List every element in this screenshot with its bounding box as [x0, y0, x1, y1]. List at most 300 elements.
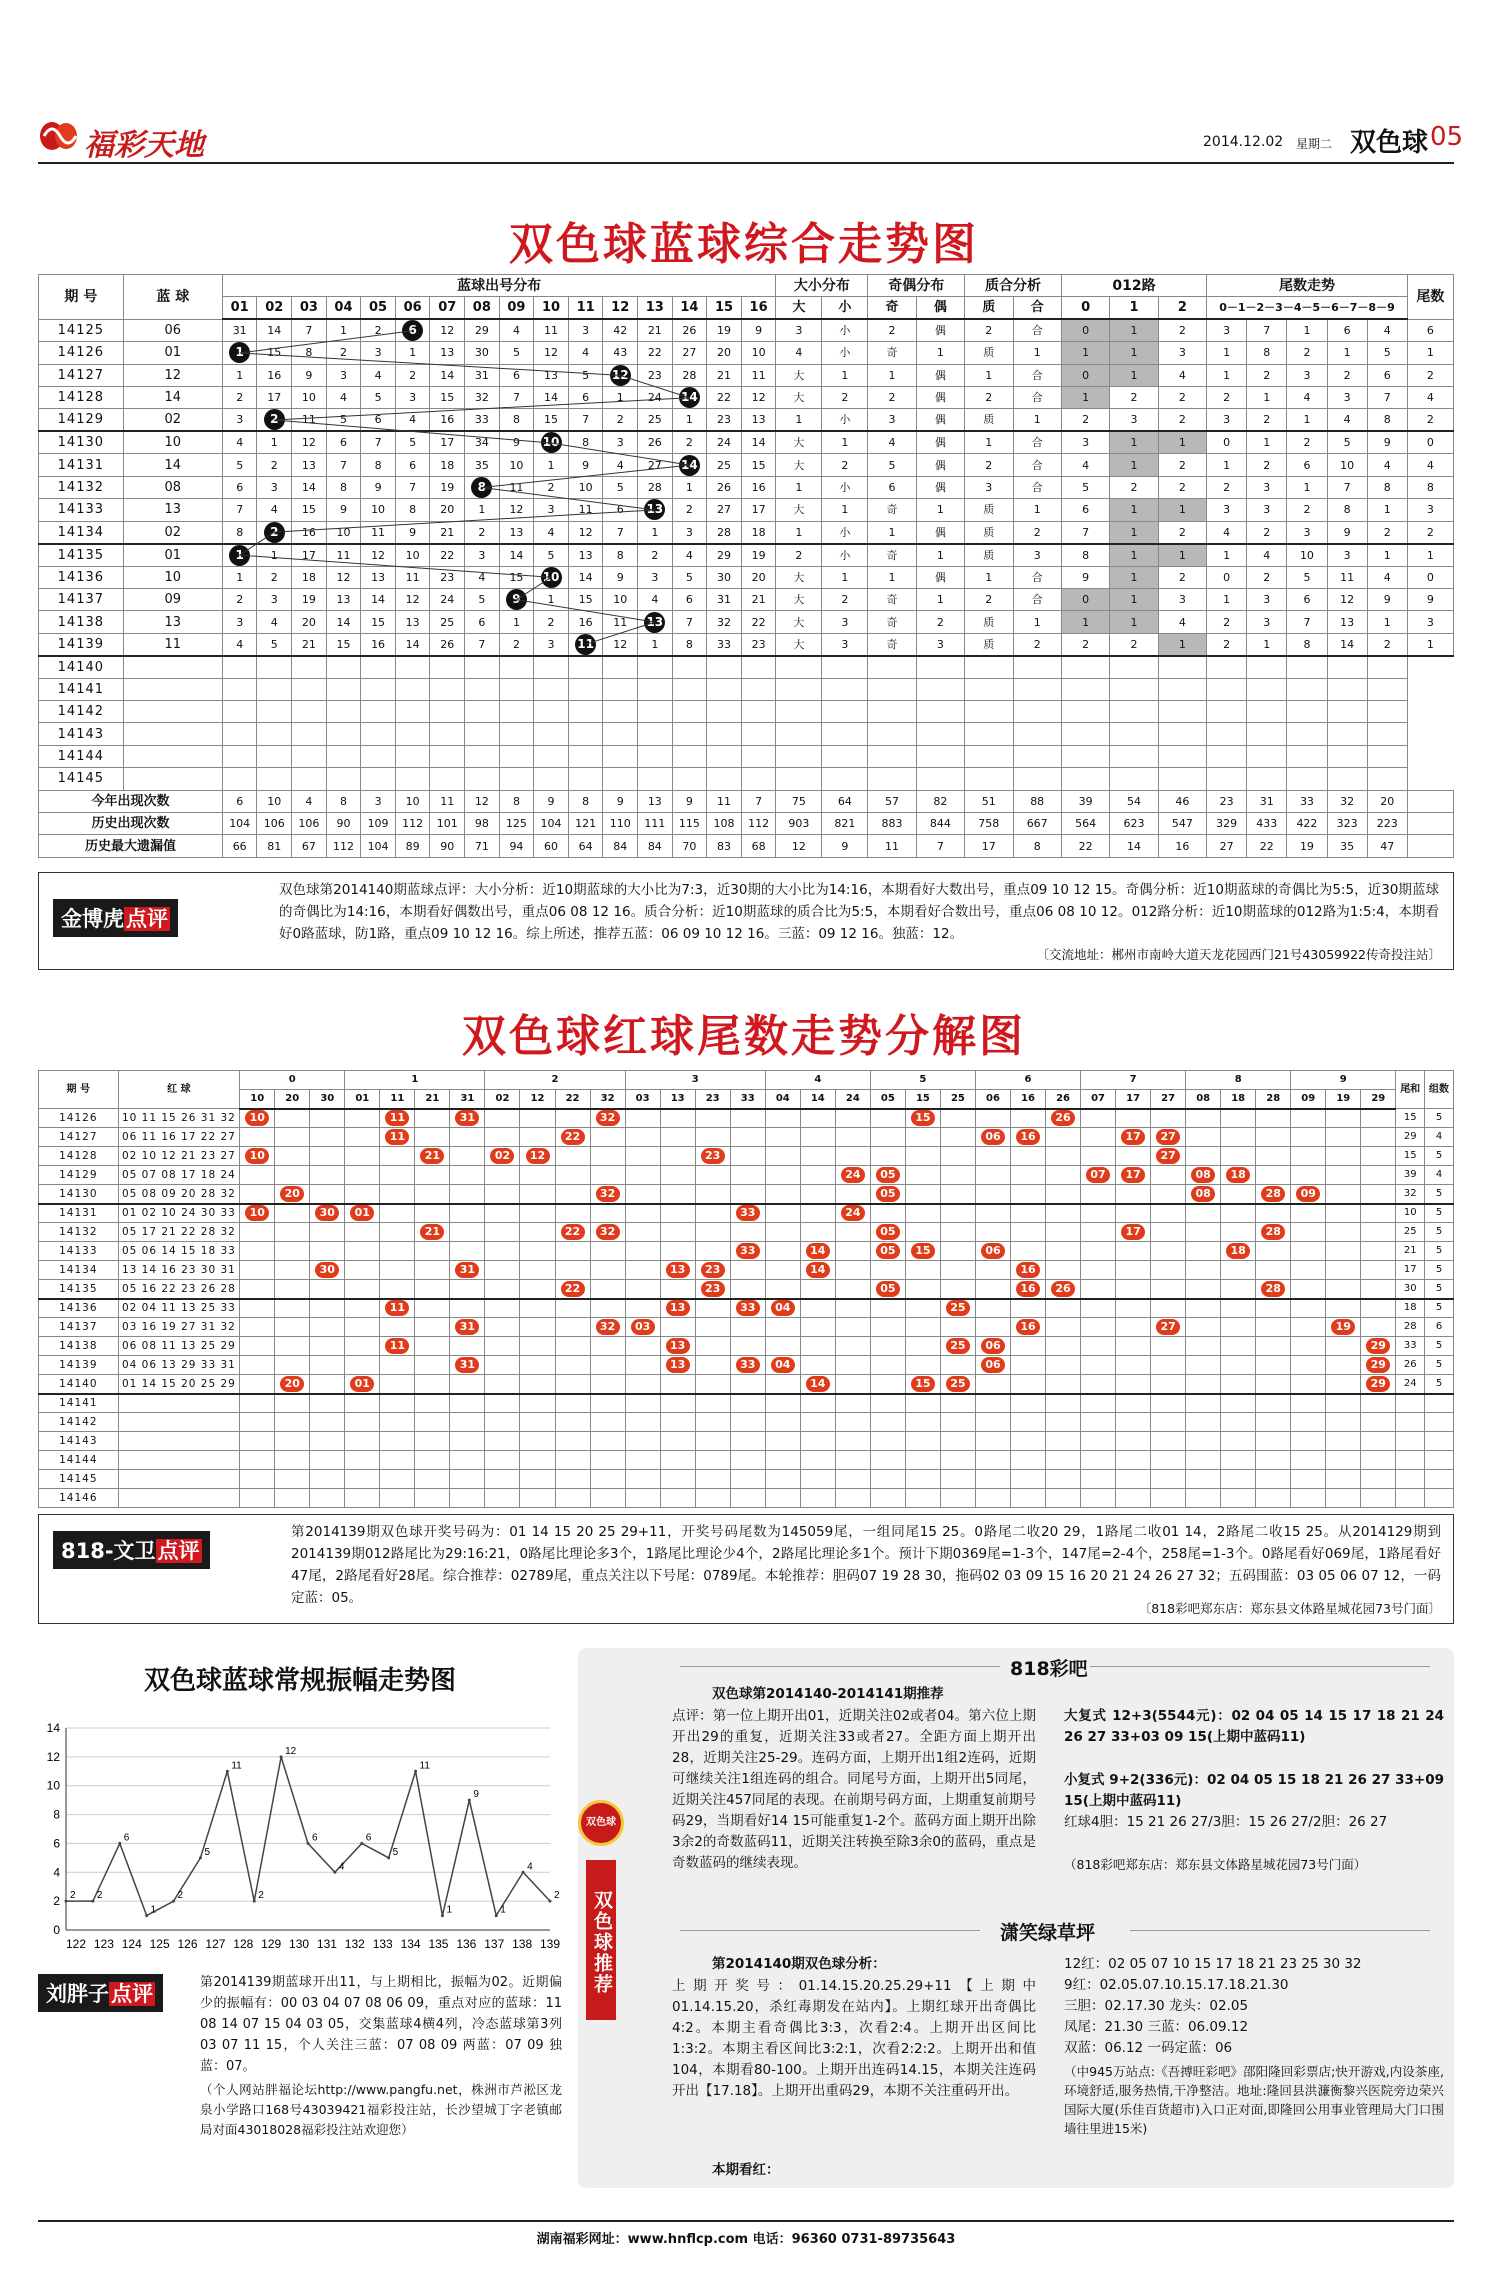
- dist-cell: 5: [395, 431, 430, 454]
- tail-cell: [275, 1337, 310, 1356]
- tail-cell: [1151, 1147, 1186, 1166]
- tail-sum: 15: [1396, 1147, 1425, 1166]
- red-ball-hit: 14: [806, 1376, 830, 1392]
- blue-number: 01: [123, 544, 222, 567]
- stats-value: 22: [1247, 835, 1287, 857]
- sub-header: 13: [638, 297, 673, 319]
- sub-header: 质: [965, 297, 1013, 319]
- vertical-section-label: 双色球推荐: [586, 1860, 616, 2020]
- tail-cell: [625, 1204, 660, 1223]
- tail-cell: [1361, 1147, 1396, 1166]
- analysis-cell: 1: [868, 566, 916, 588]
- tail-trend-cell: 12: [1327, 589, 1367, 611]
- x-tick-label: 138: [512, 1937, 533, 1951]
- tail-cell: [275, 1261, 310, 1280]
- red-ball-hit: 13: [666, 1338, 690, 1354]
- road-cell: 1: [1158, 544, 1206, 567]
- dist-cell: 15: [430, 387, 465, 409]
- tail-cell: [380, 1204, 415, 1223]
- analysis-cell: 3: [965, 476, 1013, 498]
- comment-source: 〔818彩吧郑东店：郑东县文体路星城花园73号门面〕: [1138, 1601, 1441, 1616]
- stats-row: [39, 813, 1454, 835]
- tail-cell: [450, 1109, 485, 1128]
- tail-cell: [1046, 1223, 1081, 1242]
- tail-cell: [590, 1185, 625, 1204]
- dist-cell: 16: [257, 364, 292, 386]
- period: 14128: [39, 1147, 119, 1166]
- amplitude-data-label: 2: [258, 1890, 264, 1902]
- dist-cell: 15: [534, 409, 569, 432]
- tail-cell: [1046, 1280, 1081, 1299]
- sub-header: 01: [222, 297, 257, 319]
- analysis-cell: 大: [776, 566, 822, 588]
- analysis-cell: 2: [965, 589, 1013, 611]
- tail-cell: [1291, 1147, 1326, 1166]
- red-ball-hit: 28: [1261, 1224, 1285, 1240]
- tail-trend-cell: 2: [1287, 499, 1327, 521]
- tail-cell: 4: [1407, 387, 1453, 409]
- dist-cell: [257, 409, 292, 432]
- tail-cell: [1081, 1280, 1116, 1299]
- tail-cell: [450, 1223, 485, 1242]
- tail-cell: [310, 1109, 345, 1128]
- red-row: [39, 1261, 1454, 1280]
- tail-cell: [1186, 1166, 1221, 1185]
- road-cell: 2: [1061, 409, 1109, 432]
- dist-cell: [672, 387, 707, 409]
- dist-cell: 15: [257, 342, 292, 364]
- num-head: 26: [1046, 1090, 1081, 1109]
- dist-cell: 1: [326, 319, 361, 342]
- stats-value: 89: [395, 835, 430, 857]
- analysis-cell: 偶: [916, 521, 964, 544]
- red-row: [39, 1128, 1454, 1147]
- red-ball-hit: 32: [596, 1319, 620, 1335]
- blue-number: 02: [123, 409, 222, 432]
- amplitude-point: [414, 1770, 417, 1773]
- dist-cell: 13: [568, 544, 603, 567]
- red-ball-hit: 25: [946, 1338, 970, 1354]
- stats-value: 821: [822, 813, 868, 835]
- dist-cell: 7: [222, 499, 257, 521]
- stats-value: 71: [465, 835, 500, 857]
- tail-cell: [905, 1337, 940, 1356]
- tail-cell: [660, 1166, 695, 1185]
- tail-cell: [695, 1318, 730, 1337]
- tail-cell: [695, 1299, 730, 1318]
- analysis-cell: 2: [1013, 521, 1061, 544]
- dist-cell: 1: [222, 566, 257, 588]
- tail-cell: 2: [1407, 364, 1453, 386]
- amplitude-data-label: 11: [231, 1760, 242, 1772]
- tail-cell: [1186, 1223, 1221, 1242]
- tail-cell: [940, 1204, 975, 1223]
- red-row-empty: [39, 1432, 1454, 1451]
- tail-cell: [1326, 1109, 1361, 1128]
- tail-cell: [555, 1280, 590, 1299]
- dist-cell: 4: [603, 454, 638, 476]
- welfare-lottery-logo-icon: [38, 118, 80, 154]
- tail-cell: [1081, 1109, 1116, 1128]
- dist-cell: 12: [568, 521, 603, 544]
- analysis-cell: 5: [868, 454, 916, 476]
- analysis-cell: 2: [965, 319, 1013, 342]
- tail-cell: [1081, 1261, 1116, 1280]
- amplitude-chart-title: 双色球蓝球常规振幅走势图: [143, 1666, 456, 1696]
- period: 14132: [39, 476, 124, 498]
- period: 14145: [39, 768, 124, 790]
- tail-cell: [1046, 1337, 1081, 1356]
- dist-cell: 17: [430, 431, 465, 454]
- num-head: 08: [1186, 1090, 1221, 1109]
- x-tick-label: 129: [261, 1937, 282, 1951]
- y-tick-label: 12: [46, 1749, 60, 1764]
- dist-cell: 3: [603, 431, 638, 454]
- dist-cell: 1: [534, 589, 569, 611]
- tail-trend-cell: 0: [1207, 431, 1247, 454]
- sub-header: 0: [1061, 297, 1109, 319]
- tail-cell: [345, 1185, 380, 1204]
- dist-cell: 25: [707, 454, 742, 476]
- tail-cell: [870, 1261, 905, 1280]
- blue-row: [39, 431, 1454, 454]
- dist-cell: 8: [292, 342, 327, 364]
- tail-cell: [975, 1109, 1010, 1128]
- red-ball-hit: 20: [280, 1186, 304, 1202]
- tail-cell: [275, 1280, 310, 1299]
- stats-value: 329: [1207, 813, 1247, 835]
- dist-cell: 10: [499, 454, 534, 476]
- stats-value: 844: [916, 813, 964, 835]
- tail-cell: [345, 1318, 380, 1337]
- red-row: [39, 1375, 1454, 1394]
- red-numbers: 05 17 21 22 28 32: [118, 1223, 240, 1242]
- tail-cell: [975, 1356, 1010, 1375]
- tail-cell: [695, 1356, 730, 1375]
- num-head: 01: [345, 1090, 380, 1109]
- tail-cell: [1256, 1318, 1291, 1337]
- stats-value: 8: [326, 790, 361, 812]
- blue-row-empty: [39, 701, 1454, 723]
- red-numbers: 03 16 19 27 31 32: [118, 1318, 240, 1337]
- stats-label: 今年出现次数: [39, 790, 223, 812]
- blue-ball-hit: 10: [541, 432, 562, 453]
- commenter-badge: [53, 1531, 210, 1569]
- num-head: 07: [1081, 1090, 1116, 1109]
- stats-value: 84: [603, 835, 638, 857]
- tail-cell: [590, 1299, 625, 1318]
- tail-group-head: 6: [975, 1071, 1080, 1090]
- tail-cell: [310, 1280, 345, 1299]
- tail-cell: [240, 1318, 275, 1337]
- tail-cell: [1221, 1147, 1256, 1166]
- tail-cell: [660, 1356, 695, 1375]
- red-row: [39, 1280, 1454, 1299]
- dist-cell: 26: [638, 431, 673, 454]
- tail-trend-cell: 3: [1327, 544, 1367, 567]
- tail-cell: [870, 1204, 905, 1223]
- dist-cell: 19: [741, 544, 776, 567]
- dist-cell: 12: [741, 387, 776, 409]
- stats-value: 3: [361, 790, 396, 812]
- tail-cell: [590, 1356, 625, 1375]
- red-ball-hit: 17: [1121, 1167, 1145, 1183]
- tail-cell: [1151, 1318, 1186, 1337]
- tail-cell: [625, 1147, 660, 1166]
- period: 14136: [39, 1299, 119, 1318]
- analysis-cell: 1: [1013, 409, 1061, 432]
- stats-value: 106: [257, 813, 292, 835]
- tail-cell: [975, 1223, 1010, 1242]
- road-cell: 4: [1158, 364, 1206, 386]
- num-head: 21: [415, 1090, 450, 1109]
- pick-tail-blue: 凤尾：21.30 三蓝：06.09.12: [1064, 2019, 1249, 2035]
- tail-cell: [1046, 1147, 1081, 1166]
- tail-cell: [345, 1166, 380, 1185]
- blue-row: [39, 342, 1454, 364]
- dist-cell: 2: [603, 409, 638, 432]
- tail-group-head: 9: [1291, 1071, 1396, 1090]
- stats-value: 422: [1287, 813, 1327, 835]
- tail-cell: [1010, 1166, 1045, 1185]
- tail-cell: [1221, 1223, 1256, 1242]
- analysis-cell: 小: [822, 476, 868, 498]
- period: 14141: [39, 1394, 119, 1413]
- stats-value: 17: [965, 835, 1013, 857]
- tail-cell: [520, 1147, 555, 1166]
- tail-cell: [415, 1223, 450, 1242]
- tail-cell: 4: [1407, 454, 1453, 476]
- tail-cell: [450, 1375, 485, 1394]
- red-ball-hit: 06: [981, 1129, 1005, 1145]
- road-cell: 1: [1110, 544, 1158, 567]
- tail-cell: [1186, 1280, 1221, 1299]
- red-ball-hit: 32: [596, 1224, 620, 1240]
- stats-value: 35: [1327, 835, 1367, 857]
- tail-cell: [1326, 1147, 1361, 1166]
- red-ball-hit: 29: [1366, 1357, 1390, 1373]
- tail-cell: [1256, 1166, 1291, 1185]
- tail-cell: [555, 1109, 590, 1128]
- dist-cell: 21: [741, 589, 776, 611]
- stats-value: 9: [822, 835, 868, 857]
- tail-cell: [765, 1204, 800, 1223]
- period: 14138: [39, 1337, 119, 1356]
- tail-cell: [660, 1261, 695, 1280]
- stats-value: 13: [638, 790, 673, 812]
- tail-cell: [625, 1299, 660, 1318]
- tail-cell: [1256, 1128, 1291, 1147]
- tail-cell: [310, 1223, 345, 1242]
- tail-cell: [345, 1261, 380, 1280]
- tail-trend-cell: 2: [1207, 476, 1247, 498]
- dist-cell: 13: [430, 342, 465, 364]
- blue-row: [39, 364, 1454, 386]
- tail-trend-cell: 3: [1207, 319, 1247, 342]
- tail-cell: [730, 1166, 765, 1185]
- dist-cell: 9: [603, 566, 638, 588]
- dist-cell: 16: [741, 476, 776, 498]
- dist-cell: 3: [222, 409, 257, 432]
- dist-cell: 11: [361, 521, 396, 544]
- period: 14131: [39, 454, 124, 476]
- red-numbers: 02 04 11 13 25 33: [118, 1299, 240, 1318]
- tail-cell: [660, 1242, 695, 1261]
- tail-cell: [415, 1280, 450, 1299]
- dist-cell: 13: [326, 589, 361, 611]
- red-row-empty: [39, 1470, 1454, 1489]
- num-head: 10: [240, 1090, 275, 1109]
- red-row-empty: [39, 1394, 1454, 1413]
- tail-trend-cell: 6: [1367, 364, 1407, 386]
- tail-trend-cell: 2: [1367, 633, 1407, 656]
- stats-row: [39, 790, 1454, 812]
- tail-cell: [485, 1356, 520, 1375]
- red-row: [39, 1318, 1454, 1337]
- tail-cell: [275, 1375, 310, 1394]
- red-ball-hit: 27: [1156, 1148, 1180, 1164]
- red-ball-hit: 09: [1296, 1186, 1320, 1202]
- num-head: 18: [1221, 1090, 1256, 1109]
- tail-cell: [800, 1318, 835, 1337]
- dist-cell: 2: [534, 476, 569, 498]
- tail-cell: [1361, 1204, 1396, 1223]
- amplitude-point: [172, 1900, 175, 1903]
- road-cell: 1: [1110, 342, 1158, 364]
- red-ball-hit: 21: [420, 1148, 444, 1164]
- tail-trend-cell: 8: [1367, 476, 1407, 498]
- dist-cell: 22: [430, 544, 465, 567]
- red-numbers: 05 08 09 20 28 32: [118, 1185, 240, 1204]
- dist-cell: 22: [741, 611, 776, 633]
- stats-value: 9: [672, 790, 707, 812]
- dist-cell: 20: [707, 342, 742, 364]
- tail-cell: [310, 1299, 345, 1318]
- dist-cell: 9: [326, 499, 361, 521]
- dist-cell: 14: [430, 364, 465, 386]
- tail-cell: [555, 1223, 590, 1242]
- tail-cell: [1256, 1280, 1291, 1299]
- stats-value: 12: [465, 790, 500, 812]
- red-numbers: 05 06 14 15 18 33: [118, 1242, 240, 1261]
- road-cell: 2: [1158, 409, 1206, 432]
- dist-cell: 14: [292, 476, 327, 498]
- tail-cell: [1081, 1299, 1116, 1318]
- dist-cell: 15: [326, 633, 361, 656]
- dist-cell: 1: [257, 544, 292, 567]
- dist-cell: 11: [741, 364, 776, 386]
- road-cell: 5: [1061, 476, 1109, 498]
- dist-cell: 7: [672, 611, 707, 633]
- analysis-cell: 1: [776, 409, 822, 432]
- tail-cell: [800, 1261, 835, 1280]
- dist-cell: 11: [499, 476, 534, 498]
- dist-cell: 1: [395, 342, 430, 364]
- period: 14143: [39, 723, 124, 745]
- tail-cell: [485, 1375, 520, 1394]
- dist-cell: 3: [672, 521, 707, 544]
- red-ball-hit: 16: [1016, 1319, 1040, 1335]
- sub-header: 07: [430, 297, 465, 319]
- tail-cell: [870, 1109, 905, 1128]
- tail-cell: [800, 1242, 835, 1261]
- dist-cell: 19: [430, 476, 465, 498]
- analysis-cell: 奇: [868, 633, 916, 656]
- red-numbers: 06 08 11 13 25 29: [118, 1337, 240, 1356]
- tail-cell: [870, 1185, 905, 1204]
- analysis-cell: 1: [868, 521, 916, 544]
- period: 14126: [39, 342, 124, 364]
- tail-cell: [1291, 1109, 1326, 1128]
- tail-cell: [380, 1166, 415, 1185]
- blue-number: 13: [123, 499, 222, 521]
- dist-cell: 10: [568, 476, 603, 498]
- sub-header: 02: [257, 297, 292, 319]
- tail-cell: [1221, 1299, 1256, 1318]
- blue-row: [39, 611, 1454, 633]
- tail-cell: [905, 1166, 940, 1185]
- dist-cell: 4: [568, 342, 603, 364]
- sub-header: 14: [672, 297, 707, 319]
- num-head: 30: [310, 1090, 345, 1109]
- tail-cell: [975, 1185, 1010, 1204]
- tail-cell: [975, 1337, 1010, 1356]
- tail-cell: [310, 1337, 345, 1356]
- road-cell: 2: [1158, 387, 1206, 409]
- red-ball-hit: 32: [596, 1110, 620, 1126]
- blue-ball-hit: 13: [644, 499, 665, 520]
- tail-cell: [275, 1299, 310, 1318]
- dist-cell: 26: [672, 319, 707, 342]
- tail-trend-cell: 2: [1247, 521, 1287, 544]
- tail-cell: [485, 1204, 520, 1223]
- tail-sum: 28: [1396, 1318, 1425, 1337]
- stats-value: 9: [534, 790, 569, 812]
- red-ball-hit: 07: [1086, 1167, 1110, 1183]
- tail-cell: [520, 1375, 555, 1394]
- dist-cell: 2: [499, 633, 534, 656]
- tail-cell: [380, 1185, 415, 1204]
- section-head-818: 818彩吧: [1010, 1658, 1088, 1680]
- red-ball-hit: 20: [280, 1376, 304, 1392]
- tail-cell: [1010, 1280, 1045, 1299]
- amplitude-data-label: 5: [392, 1846, 399, 1858]
- dist-cell: [603, 364, 638, 386]
- tail-cell: [450, 1166, 485, 1185]
- road-cell: 7: [1061, 521, 1109, 544]
- tail-cell: [415, 1337, 450, 1356]
- analysis-cell: 1: [916, 342, 964, 364]
- red-row: [39, 1242, 1454, 1261]
- stats-value: 88: [1013, 790, 1061, 812]
- tail-cell: 0: [1407, 566, 1453, 588]
- stats-value: 104: [534, 813, 569, 835]
- tail-cell: [240, 1147, 275, 1166]
- tail-cell: [695, 1223, 730, 1242]
- analysis-cell: 2: [822, 589, 868, 611]
- group-count: 5: [1425, 1185, 1454, 1204]
- tail-cell: [765, 1337, 800, 1356]
- stats-value: 121: [568, 813, 603, 835]
- analysis-cell: 大: [776, 611, 822, 633]
- x-tick-label: 126: [177, 1937, 198, 1951]
- tail-cell: [345, 1299, 380, 1318]
- dist-cell: 19: [707, 319, 742, 342]
- tail-cell: [345, 1109, 380, 1128]
- dist-cell: 30: [465, 342, 500, 364]
- num-head: 11: [380, 1090, 415, 1109]
- stats-value: 33: [1287, 790, 1327, 812]
